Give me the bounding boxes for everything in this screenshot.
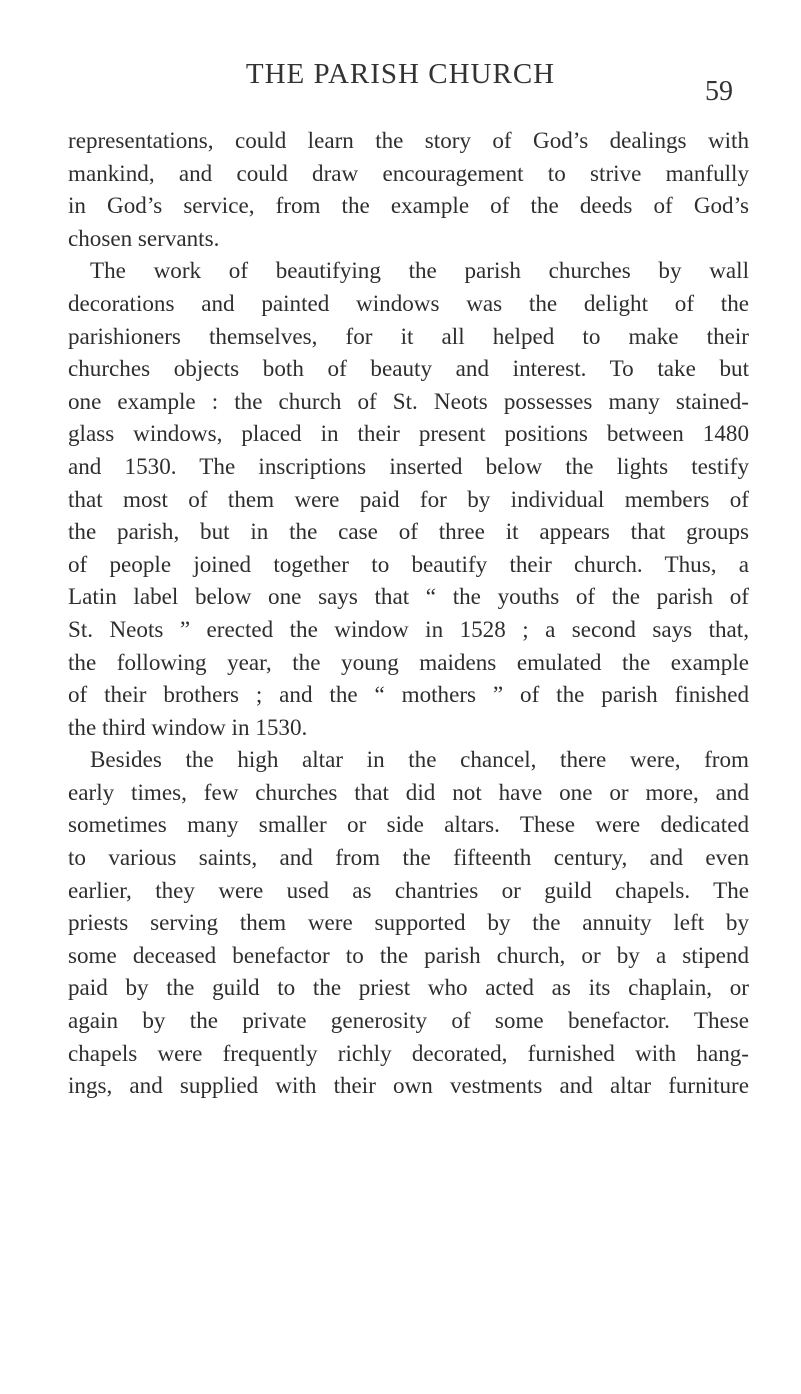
- text-line: early times, few churches that did not have one or more, and: [68, 778, 749, 805]
- text-line: earlier, they were used as chantries or guild chapels. The: [68, 876, 749, 903]
- text-line: the third window in 1530.: [68, 713, 308, 740]
- paragraph-3: [68, 743, 749, 1102]
- text-line: Besides the high altar in the chancel, there were, from: [90, 746, 749, 773]
- paragraph-2: [68, 254, 749, 743]
- running-title: THE PARISH CHURCH: [245, 58, 556, 90]
- text-line: of their brothers ; and the “ mothers ” of the parish finished: [68, 681, 749, 708]
- body-text: [68, 124, 749, 1102]
- text-line: representations, could learn the story of God’s dealings with: [68, 127, 749, 153]
- text-line: Latin label below one says that “ the youths of the parish of: [68, 583, 749, 610]
- text-line: chosen servants.: [68, 224, 220, 251]
- text-line: chapels were frequently richly decorated, furnished with hang-: [68, 1039, 749, 1066]
- text-line: one example : the church of St. Neots possesses many stained-: [68, 387, 749, 414]
- text-line: of people joined together to beautify their church. Thus, a: [68, 550, 749, 577]
- page-number: 59: [705, 76, 733, 107]
- text-line: mankind, and could draw encouragement to strive manfully: [68, 159, 749, 186]
- text-line: The work of beautifying the parish churches by wall: [90, 257, 749, 284]
- text-line: sometimes many smaller or side altars. These were dedicated: [68, 811, 749, 838]
- text-line: paid by the guild to the priest who acted as its chaplain, or: [68, 974, 749, 1001]
- text-line: again by the private generosity of some benefactor. These: [68, 1007, 749, 1034]
- text-line: and 1530. The inscriptions inserted below the lights testify: [68, 452, 749, 479]
- text-line: priests serving them were supported by the annuity left by: [68, 909, 749, 936]
- text-line: decorations and painted windows was the delight of the: [68, 289, 749, 316]
- text-line: some deceased benefactor to the parish church, or by a stipend: [68, 941, 749, 968]
- text-line: that most of them were paid for by individual members of: [68, 485, 749, 512]
- text-line: glass windows, placed in their present positions between 1480: [68, 420, 749, 447]
- text-line: ings, and supplied with their own vestments and altar furniture: [68, 1072, 749, 1099]
- text-line: the parish, but in the case of three it appears that groups: [68, 518, 749, 545]
- text-line: churches objects both of beauty and interest. To take but: [68, 355, 749, 382]
- paragraph-1: [68, 124, 749, 254]
- text-line: the following year, the young maidens emulated the example: [68, 648, 749, 675]
- text-line: St. Neots ” erected the window in 1528 ; a second says that,: [68, 615, 749, 642]
- text-line: parishioners themselves, for it all helped to make their: [68, 322, 749, 349]
- text-line: to various saints, and from the fifteenth century, and even: [68, 844, 749, 871]
- text-line: in God’s service, from the example of the deeds of God’s: [68, 192, 749, 219]
